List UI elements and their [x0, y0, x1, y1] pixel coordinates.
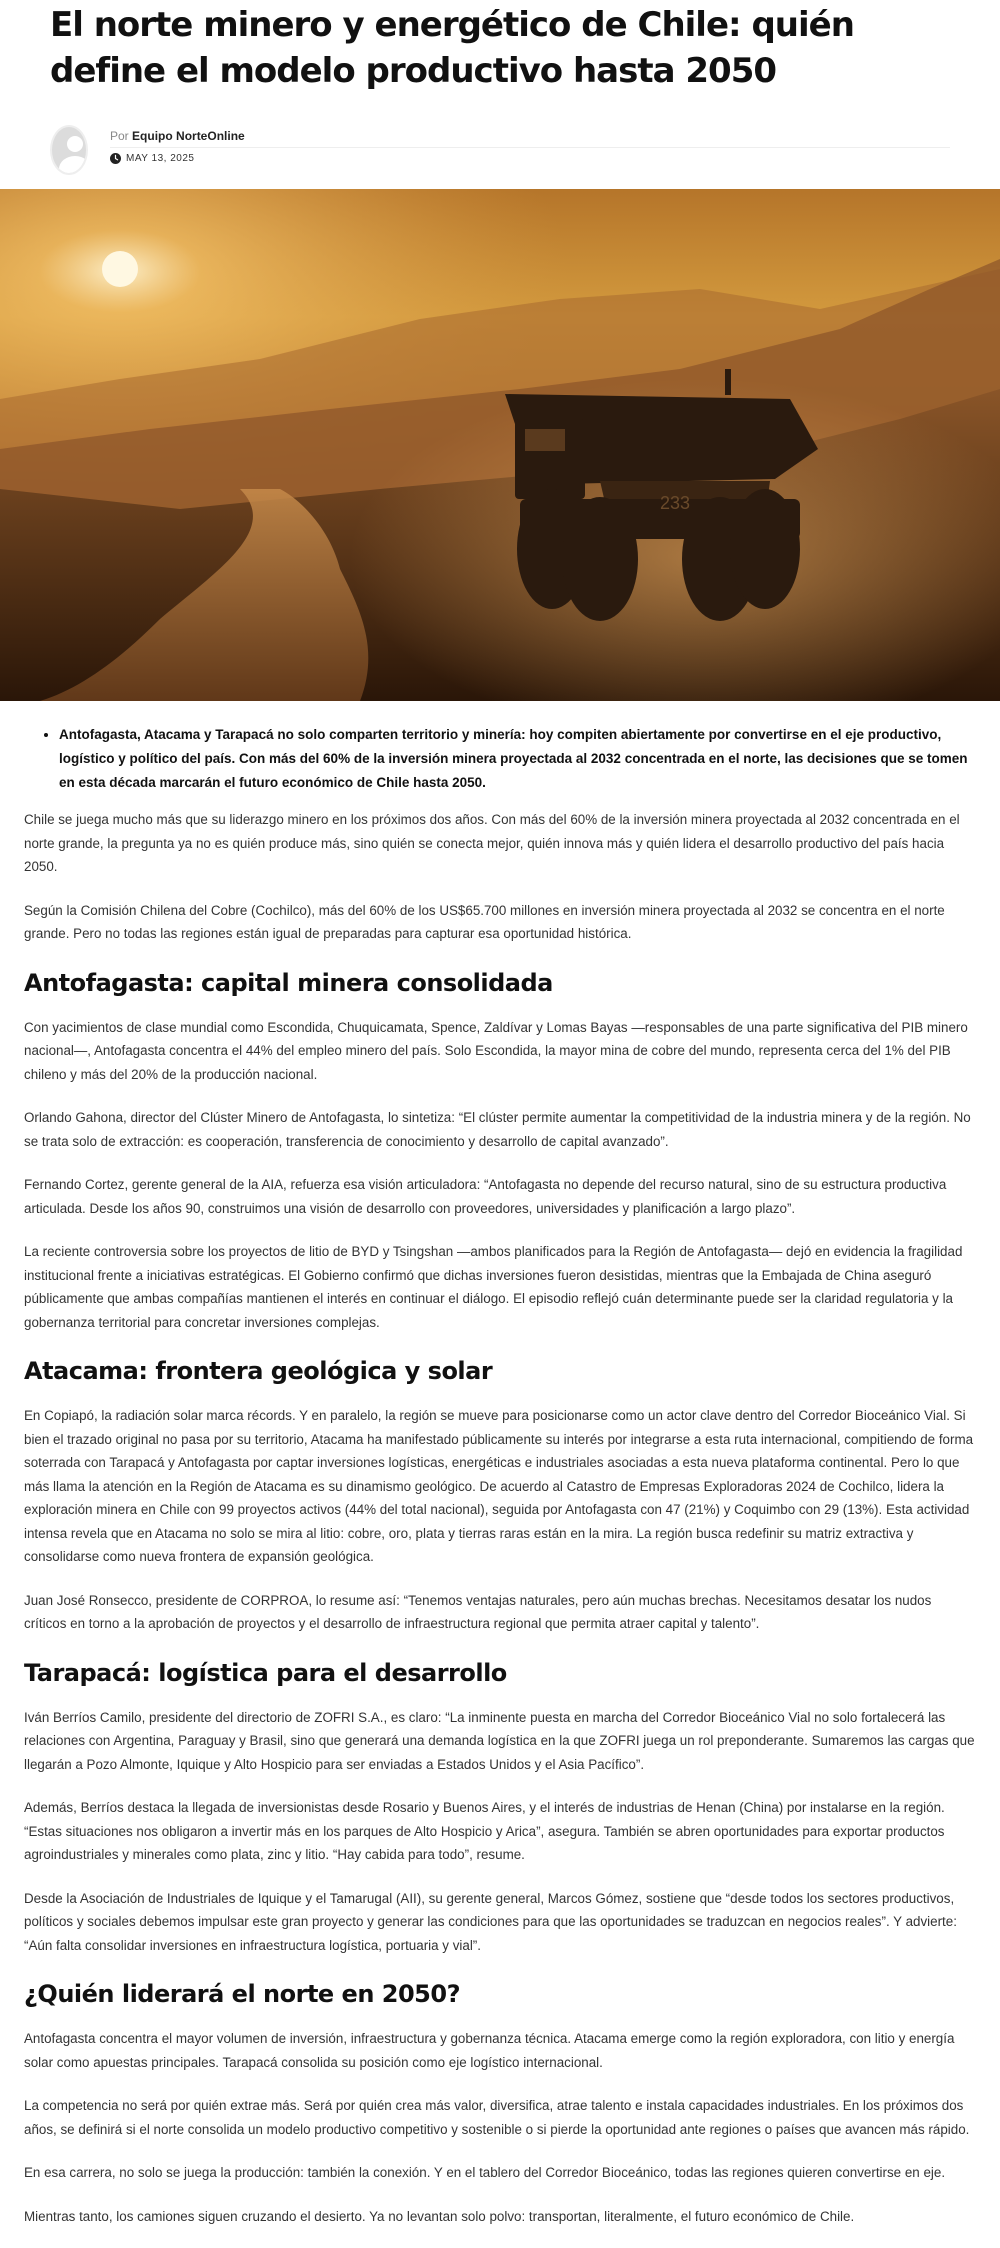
lead-item: • Antofagasta, Atacama y Tarapacá no solo comparten territorio y minería: hoy compiten abiertamente por convertirse en el eje productivo, logístico y político del país. Con más del 60% de la inversión minera proyectada al 2032 concentrada en el norte, las decisiones que se tomen en esta década marcarán el futuro económico de Chile hasta 2050. — [59, 723, 976, 795]
paragraph-8: Juan José Ronsecco, presidente de CORPROA, lo resume así: “Tenemos ventajas naturales, pero aún muchas brechas. Necesitamos desatar los nudos críticos en torno a la aprobación de proyectos y el desarrollo de infraestructura regional que permita atraer capital y talento”. — [24, 1592, 932, 1631]
paragraph-9: Iván Berríos Camilo, presidente del directorio de ZOFRI S.A., es claro: “La inminente puesta en marcha del Corredor Bioceánico Vial no solo fortalecerá las relaciones con Argentina, Paraguay y Brasil, sino que generará una demanda logística en la que ZOFRI juega un rol preponderante. Sumaremos las cargas que llegarán a Pozo Almonte, Iquique y Alto Hospicio para ser enviadas a Estados Unidos y el Asia Pacífico”. — [24, 1709, 975, 1772]
paragraph-7: En Copiapó, la radiación solar marca récords. Y en paralelo, la región se mueve para posicionarse como un actor clave dentro del Corredor Bioceánico Vial. Si bien el trazado original no pasa por su territorio, Atacama ha manifestado públicamente su interés por integrarse a esta ruta internacional, compitiendo de forma soterrada con Tarapacá y Antofagasta por captar inversiones logísticas, energéticas e industriales asociadas a esta nueva plataforma continental. Pero lo que más llama la atención en la Región de Atacama es su dinamismo geológico. De acuerdo al Catastro de Empresas Exploradoras 2024 de Cochilco, lidera la exploración minera en Chile con 99 proyectos activos (44% del total nacional), seguida por Antofagasta con 47 (21%) y Coquimbo con 29 (13%). Esta actividad intensa revela que en Atacama no solo se mira al litio: cobre, oro, plata y tierras raras están en la mira. La región busca redefinir su matriz extractiva y consolidarse como nueva frontera de expansión geológica. — [24, 1408, 974, 1564]
paragraph-10: Además, Berríos destaca la llegada de inversionistas desde Rosario y Buenos Aires, y el interés de industrias de Henan (China) por instalarse en la región. “Estas situaciones nos obligaron a invertir más en los parques de Alto Hospicio y Arica”, asegura. También se abren oportunidades para exportar productos agroindustriales y minerales como plata, zinc y litio. “Hay cabida para todo”, resume. — [24, 1800, 945, 1862]
paragraph-6: La reciente controversia sobre los proyectos de litio de BYD y Tsingshan —ambos planificados para la Región de Antofagasta— dejó en evidencia la fragilidad institucional frente a iniciativas estratégicas. El Gobierno confirmó que dichas inversiones fueron desistidas, mientras que la Embajada de China aseguró públicamente que ambas compañías mantienen el interés en continuar el diálogo. El episodio reflejó cuán determinante puede ser la claridad regulatoria y la gobernanza territorial para concretar inversiones complejas. — [24, 1244, 963, 1330]
by-prefix: Por — [110, 129, 129, 143]
heading-tarapaca: Tarapacá: logística para el desarrollo — [24, 1658, 507, 1687]
paragraph-4: Orlando Gahona, director del Clúster Minero de Antofagasta, lo sintetiza: “El clúster permite aumentar la competitividad de la industria minera y de la región. No se trata solo de extracción: es cooperación, transferencia de conocimiento y desarrollo de capital avanzado”. — [24, 1110, 971, 1149]
article-body — [0, 723, 1000, 2228]
byline — [110, 129, 950, 148]
meta-text — [110, 124, 950, 164]
hero-image — [0, 189, 1000, 701]
heading-quien: ¿Quién liderará el norte en 2050? — [24, 1980, 460, 2008]
paragraph-5: Fernando Cortez, gerente general de la AIA, refuerza esa visión articuladora: “Antofagasta no depende del recurso natural, sino de su estructura productiva articulada. Desde los años 90, construimos una visión de desarrollo con proveedores, universidades y planificación a largo plazo”. — [24, 1177, 947, 1216]
heading-antofagasta: Antofagasta: capital minera consolidada — [24, 968, 553, 997]
paragraph-11: Desde la Asociación de Industriales de Iquique y el Tamarugal (AII), su gerente general, Marcos Gómez, sostiene que “desde todos los sectores productivos, políticos y sociales debemos impulsar este gran proyecto y generar las condiciones para que las oportunidades se traduzcan en negocios reales”. Y advierte: “Aún falta consolidar inversiones en infraestructura logística, portuaria y vial”. — [24, 1890, 957, 1953]
heading-atacama: Atacama: frontera geológica y solar — [24, 1357, 493, 1385]
paragraph-1: Chile se juega mucho más que su liderazgo minero en los próximos dos años. Con más del 60% de la inversión minera proyectada al 2032 concentrada en el norte grande, la pregunta ya no es quién produce más, sino quién se conecta mejor, quién innova más y quién lidera el desarrollo productivo del país hacia 2050. — [24, 812, 960, 874]
article-header — [0, 0, 1000, 186]
date-row — [110, 153, 950, 164]
paragraph-2: Según la Comisión Chilena del Cobre (Cochilco), más del 60% de los US$65.700 millones en inversión minera proyectada al 2032 se concentra en el norte grande. Pero no todas las regiones están igual de preparadas para capturar esa oportunidad histórica. — [24, 902, 945, 941]
paragraph-3: Con yacimientos de clase mundial como Escondida, Chuquicamata, Spence, Zaldívar y Lomas Bayas —responsables de una parte significativa del PIB minero nacional—, Antofagasta concentra el 44% del empleo minero del país. Solo Escondida, la mayor mina de cobre del mundo, representa cerca del 1% del PIB chileno y más del 20% de la producción nacional. — [24, 1019, 968, 1082]
clock-icon — [110, 153, 121, 164]
paragraph-13: La competencia no será por quién extrae más. Será por quién crea más valor, diversifica, atrae talento e instala capacidades industriales. En los próximos dos años, se definirá si el norte consolida un modelo productivo competitivo y sostenible o si pierde la oportunidad ante regiones o países que avancen más rápido. — [24, 2098, 970, 2137]
article-meta — [50, 124, 950, 186]
author-avatar-icon[interactable] — [50, 125, 88, 175]
paragraph-14: En esa carrera, no solo se juega la producción: también la conexión. Y en el tablero del Corredor Bioceánico, todas las regiones quieren convertirse en eje. — [24, 2165, 946, 2180]
author-link[interactable]: Equipo NorteOnline — [132, 129, 245, 143]
article-title: El norte minero y energético de Chile: quién define el modelo productivo hasta 2050 — [50, 5, 854, 91]
paragraph-12: Antofagasta concentra el mayor volumen de inversión, infraestructura y gobernanza técnica. Atacama emerge como la región exploradora, con litio y energía solar como apuestas principales. Tarapacá consolida su posición como eje logístico internacional. — [24, 2031, 955, 2070]
lead-list — [24, 723, 976, 795]
truck-number: 233 — [660, 493, 691, 513]
publish-date: MAY 13, 2025 — [126, 153, 195, 164]
paragraph-15: Mientras tanto, los camiones siguen cruzando el desierto. Ya no levantan solo polvo: transportan, literalmente, el futuro económico de Chile. — [24, 2208, 855, 2224]
